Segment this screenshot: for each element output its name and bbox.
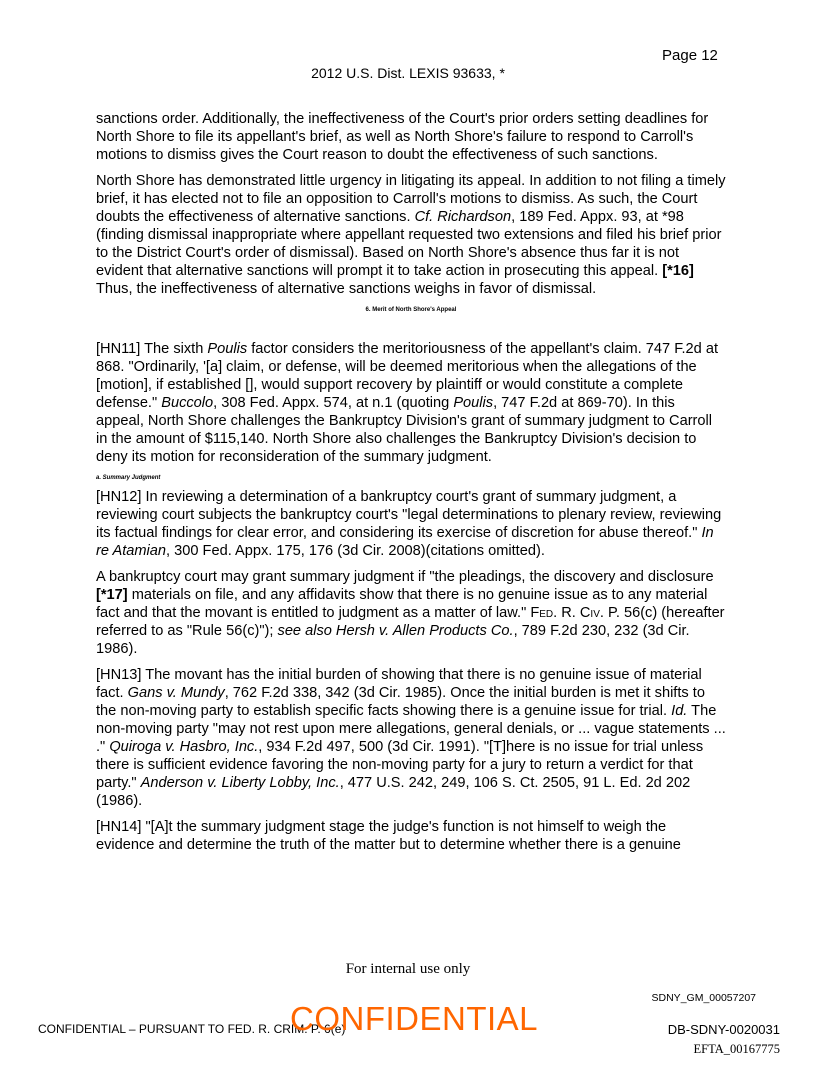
paragraph-5-text-a: A bankruptcy court may grant summary judgment if "the pleadings, the discovery and disclosure xyxy=(96,569,714,585)
star-page-17: [*17] xyxy=(96,587,128,603)
document-body xyxy=(96,110,726,862)
paragraph-3-text-d: , 747 F.2d at 869-70). In this appeal, North Shore challenges the Bankruptcy Division's grant of summary judgment to Carroll in the amount of $115,140. North Shore also challenges the Bankruptcy Division's decision to deny its motion for reconsideration of the summary judgment. xyxy=(96,395,713,465)
paragraph-4-text-a: [HN12] In reviewing a determination of a bankruptcy court's grant of summary judgment, a reviewing court subjects the bankruptcy court's "legal determinations to plenary review, reviewing its factual findings for clear error, and considering its exercise of discretion for abuse thereof." xyxy=(96,489,722,541)
case-cite-gans: Gans v. Mundy xyxy=(127,685,225,701)
paragraph-1: sanctions order. Additionally, the ineffectiveness of the Court's prior orders setting deadlines for North Shore to file its appellant's brief, as well as North Shore's failure to respond to Carroll's motions to dismiss gives the Court reason to doubt the effectiveness of such sanctions. xyxy=(96,111,709,163)
paragraph-5-text-d: , 789 F.2d 230, 232 (3d Cir. 1986). xyxy=(96,623,690,657)
paragraph-6-text-b: , 762 F.2d 338, 342 (3d Cir. 1985). Once the initial burden is met it shifts to the non-moving party to establish specific facts showing there is a genuine issue for trial. xyxy=(96,685,705,719)
paragraph-6-text-c: The non-moving party "may not rest upon mere allegations, general denials, or ... vague statements ... ." xyxy=(96,703,726,755)
case-cite-poulis-2: Poulis xyxy=(453,395,494,411)
bates-number-efta: EFTA_00167775 xyxy=(693,1042,780,1056)
star-page-16: [*16] xyxy=(662,263,694,279)
confidential-notice: CONFIDENTIAL – PURSUANT TO FED. R. CRIM. P. 6(e) xyxy=(38,1022,346,1036)
paragraph-3-text-c: , 308 Fed. Appx. 574, at n.1 (quoting xyxy=(213,395,450,411)
paragraph-2 xyxy=(96,172,726,298)
paragraph-6-text-e: , 477 U.S. 242, 249, 106 S. Ct. 2505, 91 L. Ed. 2d 202 (1986). xyxy=(96,775,691,809)
citation-header: 2012 U.S. Dist. LEXIS 93633, * xyxy=(311,65,505,81)
paragraph-4 xyxy=(96,488,726,560)
paragraph-7: [HN14] "[A]t the summary judgment stage the judge's function is not himself to weigh the evidence and determine the truth of the matter but to determine whether there is a genuine xyxy=(96,819,681,853)
case-cite-id: Id. xyxy=(671,703,688,719)
paragraph-6-text-a: [HN13] The movant has the initial burden of showing that there is no genuine issue of material fact. xyxy=(96,667,702,701)
paragraph-3-text-a: [HN11] The sixth xyxy=(96,341,204,357)
paragraph-6-text-d: , 934 F.2d 497, 500 (3d Cir. 1991). "[T]here is no issue for trial unless there is sufficient evidence favoring the non-moving party for a jury to return a verdict for that party." xyxy=(96,739,704,791)
bates-number-db-sdny: DB-SDNY-0020031 xyxy=(667,1022,780,1037)
paragraph-2-text-a: North Shore has demonstrated little urgency in litigating its appeal. In addition to not filing a timely brief, it has elected not to file an opposition to Carroll's motions to dismiss. As such, the Court doubts the effectiveness of alternative sanctions. xyxy=(96,173,726,225)
paragraph-5-text-b: materials on file, and any affidavits show that there is no genuine issue as to any material fact and that the movant is entitled to judgment as a matter of law." xyxy=(96,587,708,621)
paragraph-4-text-b: , 300 Fed. Appx. 175, 176 (3d Cir. 2008)(citations omitted). xyxy=(166,543,545,559)
paragraph-3 xyxy=(96,340,726,466)
section-heading: 6. Merit of North Shore's Appeal xyxy=(365,307,457,313)
paragraph-3-text-b: factor considers the meritoriousness of the appellant's claim. 747 F.2d at 868. "Ordinarily, '[a] claim, or defense, will be deemed meritorious when the allegations of the [motion], if established [], would support recovery by plaintiff or would constitute a complete defense." xyxy=(96,341,719,411)
case-cite-atamian: In re Atamian xyxy=(96,525,714,559)
paragraph-2-text-b: , 189 Fed. Appx. 93, at *98 (finding dismissal inappropriate where appellant requested two extensions and filed his brief prior to the District Court's order of dismissal). Based on North Shore's absence thus far it is not evident that alternative sanctions will prompt it to take action in prosecuting this appeal. xyxy=(96,209,722,279)
case-cite-richardson: Cf. Richardson xyxy=(414,209,512,225)
paragraph-6 xyxy=(96,666,726,810)
confidential-stamp: CONFIDENTIAL xyxy=(290,1000,539,1037)
paragraph-5 xyxy=(96,568,726,658)
paragraph-2-text-c: Thus, the ineffectiveness of alternative sanctions weighs in favor of dismissal. xyxy=(96,281,597,297)
bates-number-sdny-gm: SDNY_GM_00057207 xyxy=(651,992,756,1004)
case-cite-hersh: see also Hersh v. Allen Products Co. xyxy=(277,623,514,639)
subheading: a. Summary Judgment xyxy=(96,475,161,481)
case-cite-quiroga: Quiroga v. Hasbro, Inc. xyxy=(109,739,259,755)
internal-use-notice: For internal use only xyxy=(345,961,471,977)
case-cite-anderson: Anderson v. Liberty Lobby, Inc. xyxy=(140,775,340,791)
paragraph-5-text-c: 56(c) (hereafter referred to as "Rule 56(c)"); xyxy=(96,605,725,639)
case-cite-buccolo: Buccolo xyxy=(161,395,214,411)
case-cite-poulis: Poulis xyxy=(207,341,248,357)
page-number: Page 12 xyxy=(662,47,718,64)
rule-cite-fed-r-civ-p: Fed. R. Civ. P. xyxy=(530,605,620,621)
